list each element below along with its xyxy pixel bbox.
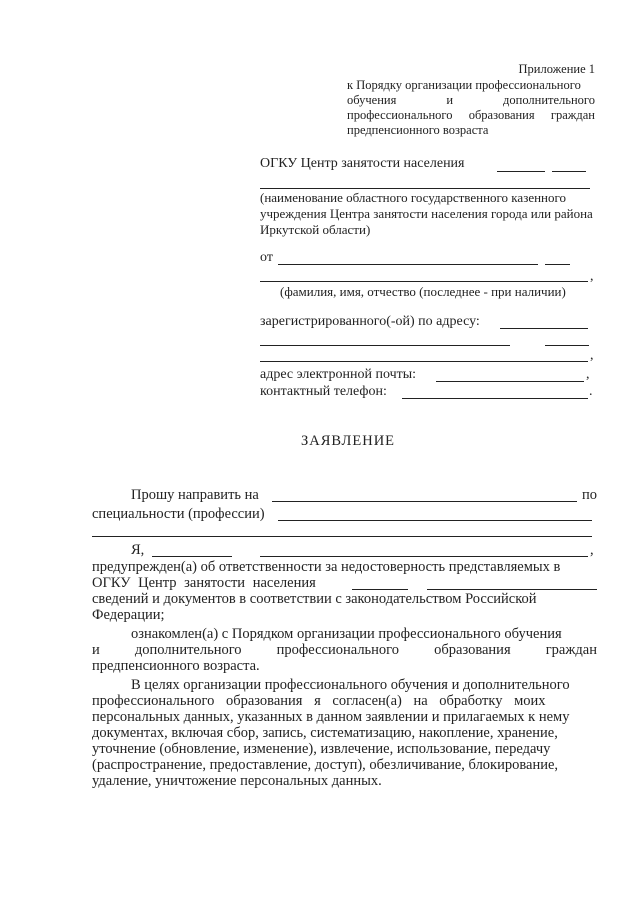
org-blank[interactable]	[552, 171, 586, 172]
appendix-line: профессионального образования граждан	[347, 108, 595, 122]
org-name-blank[interactable]	[260, 188, 590, 189]
from-blank[interactable]	[545, 264, 570, 265]
center-blank[interactable]	[427, 589, 597, 590]
consent-line: профессионального образования я согласен(а) на обработку моих	[92, 693, 546, 709]
email-blank[interactable]	[436, 381, 584, 382]
from-label: от	[260, 250, 273, 265]
specialty-blank[interactable]	[278, 520, 592, 521]
address-blank[interactable]	[260, 345, 510, 346]
ya-label: Я,	[131, 542, 145, 558]
consent-line: удаление, уничтожение персональных данных.	[92, 773, 382, 789]
warned-line: предупрежден(а) об ответственности за недостоверность представляемых в	[92, 559, 561, 575]
document-title: ЗАЯВЛЕНИЕ	[301, 433, 396, 449]
appendix-number: Приложение 1	[518, 62, 595, 76]
phone-label: контактный телефон:	[260, 384, 387, 399]
org-hint: (наименование областного государственного казенного	[260, 190, 567, 205]
address-blank[interactable]	[260, 361, 588, 362]
org-hint: учреждения Центра занятости населения города или района	[260, 206, 593, 221]
name-hint: (фамилия, имя, отчество (последнее - при наличии)	[280, 284, 566, 299]
from-blank[interactable]	[278, 264, 538, 265]
specialty-blank[interactable]	[92, 536, 592, 537]
fullname-blank[interactable]	[260, 281, 588, 282]
appendix-line: предпенсионного возраста	[347, 123, 489, 137]
request-label: Прошу направить на	[131, 487, 259, 503]
comma: ,	[590, 542, 594, 558]
familiar-line: предпенсионного возраста.	[92, 658, 260, 674]
warned-line: сведений и документов в соответствии с законодательством Российской	[92, 591, 537, 607]
name-blank[interactable]	[260, 556, 588, 557]
consent-line: документах, включая сбор, запись, систематизацию, накопление, хранение,	[92, 725, 558, 741]
program-blank[interactable]	[272, 501, 577, 502]
request-end: по	[582, 487, 598, 503]
phone-blank[interactable]	[402, 398, 588, 399]
org-blank[interactable]	[497, 171, 545, 172]
consent-line: уточнение (обновление, изменение), извлечение, использование, передачу	[92, 741, 551, 757]
consent-line: (распространение, предоставление, доступ), обезличивание, блокирование,	[92, 757, 559, 773]
org-label: ОГКУ Центр занятости населения	[260, 156, 465, 171]
familiar-line: ознакомлен(а) с Порядком организации профессионального обучения	[131, 626, 562, 642]
specialty-label: специальности (профессии)	[92, 506, 265, 522]
address-blank[interactable]	[500, 328, 588, 329]
warned-line: ОГКУ Центр занятости населения	[92, 575, 316, 591]
org-hint: Иркутской области)	[260, 222, 371, 237]
address-blank[interactable]	[545, 345, 589, 346]
appendix-line: к Порядку организации профессионального	[347, 78, 581, 92]
registered-label: зарегистрированного(-ой) по адресу:	[260, 314, 480, 329]
email-label: адрес электронной почты:	[260, 367, 417, 382]
name-blank[interactable]	[152, 556, 232, 557]
period: .	[589, 384, 593, 399]
appendix-line: обучения и дополнительного	[347, 93, 595, 107]
consent-line: В целях организации профессионального обучения и дополнительного	[131, 677, 570, 693]
comma: ,	[590, 269, 594, 284]
comma: ,	[586, 367, 590, 382]
warned-line: Федерации;	[92, 607, 165, 623]
familiar-line: и дополнительного профессионального образования граждан	[92, 642, 597, 658]
comma: ,	[590, 348, 594, 363]
center-blank[interactable]	[352, 589, 408, 590]
consent-line: персональных данных, указанных в данном заявлении и прилагаемых к нему	[92, 709, 570, 725]
